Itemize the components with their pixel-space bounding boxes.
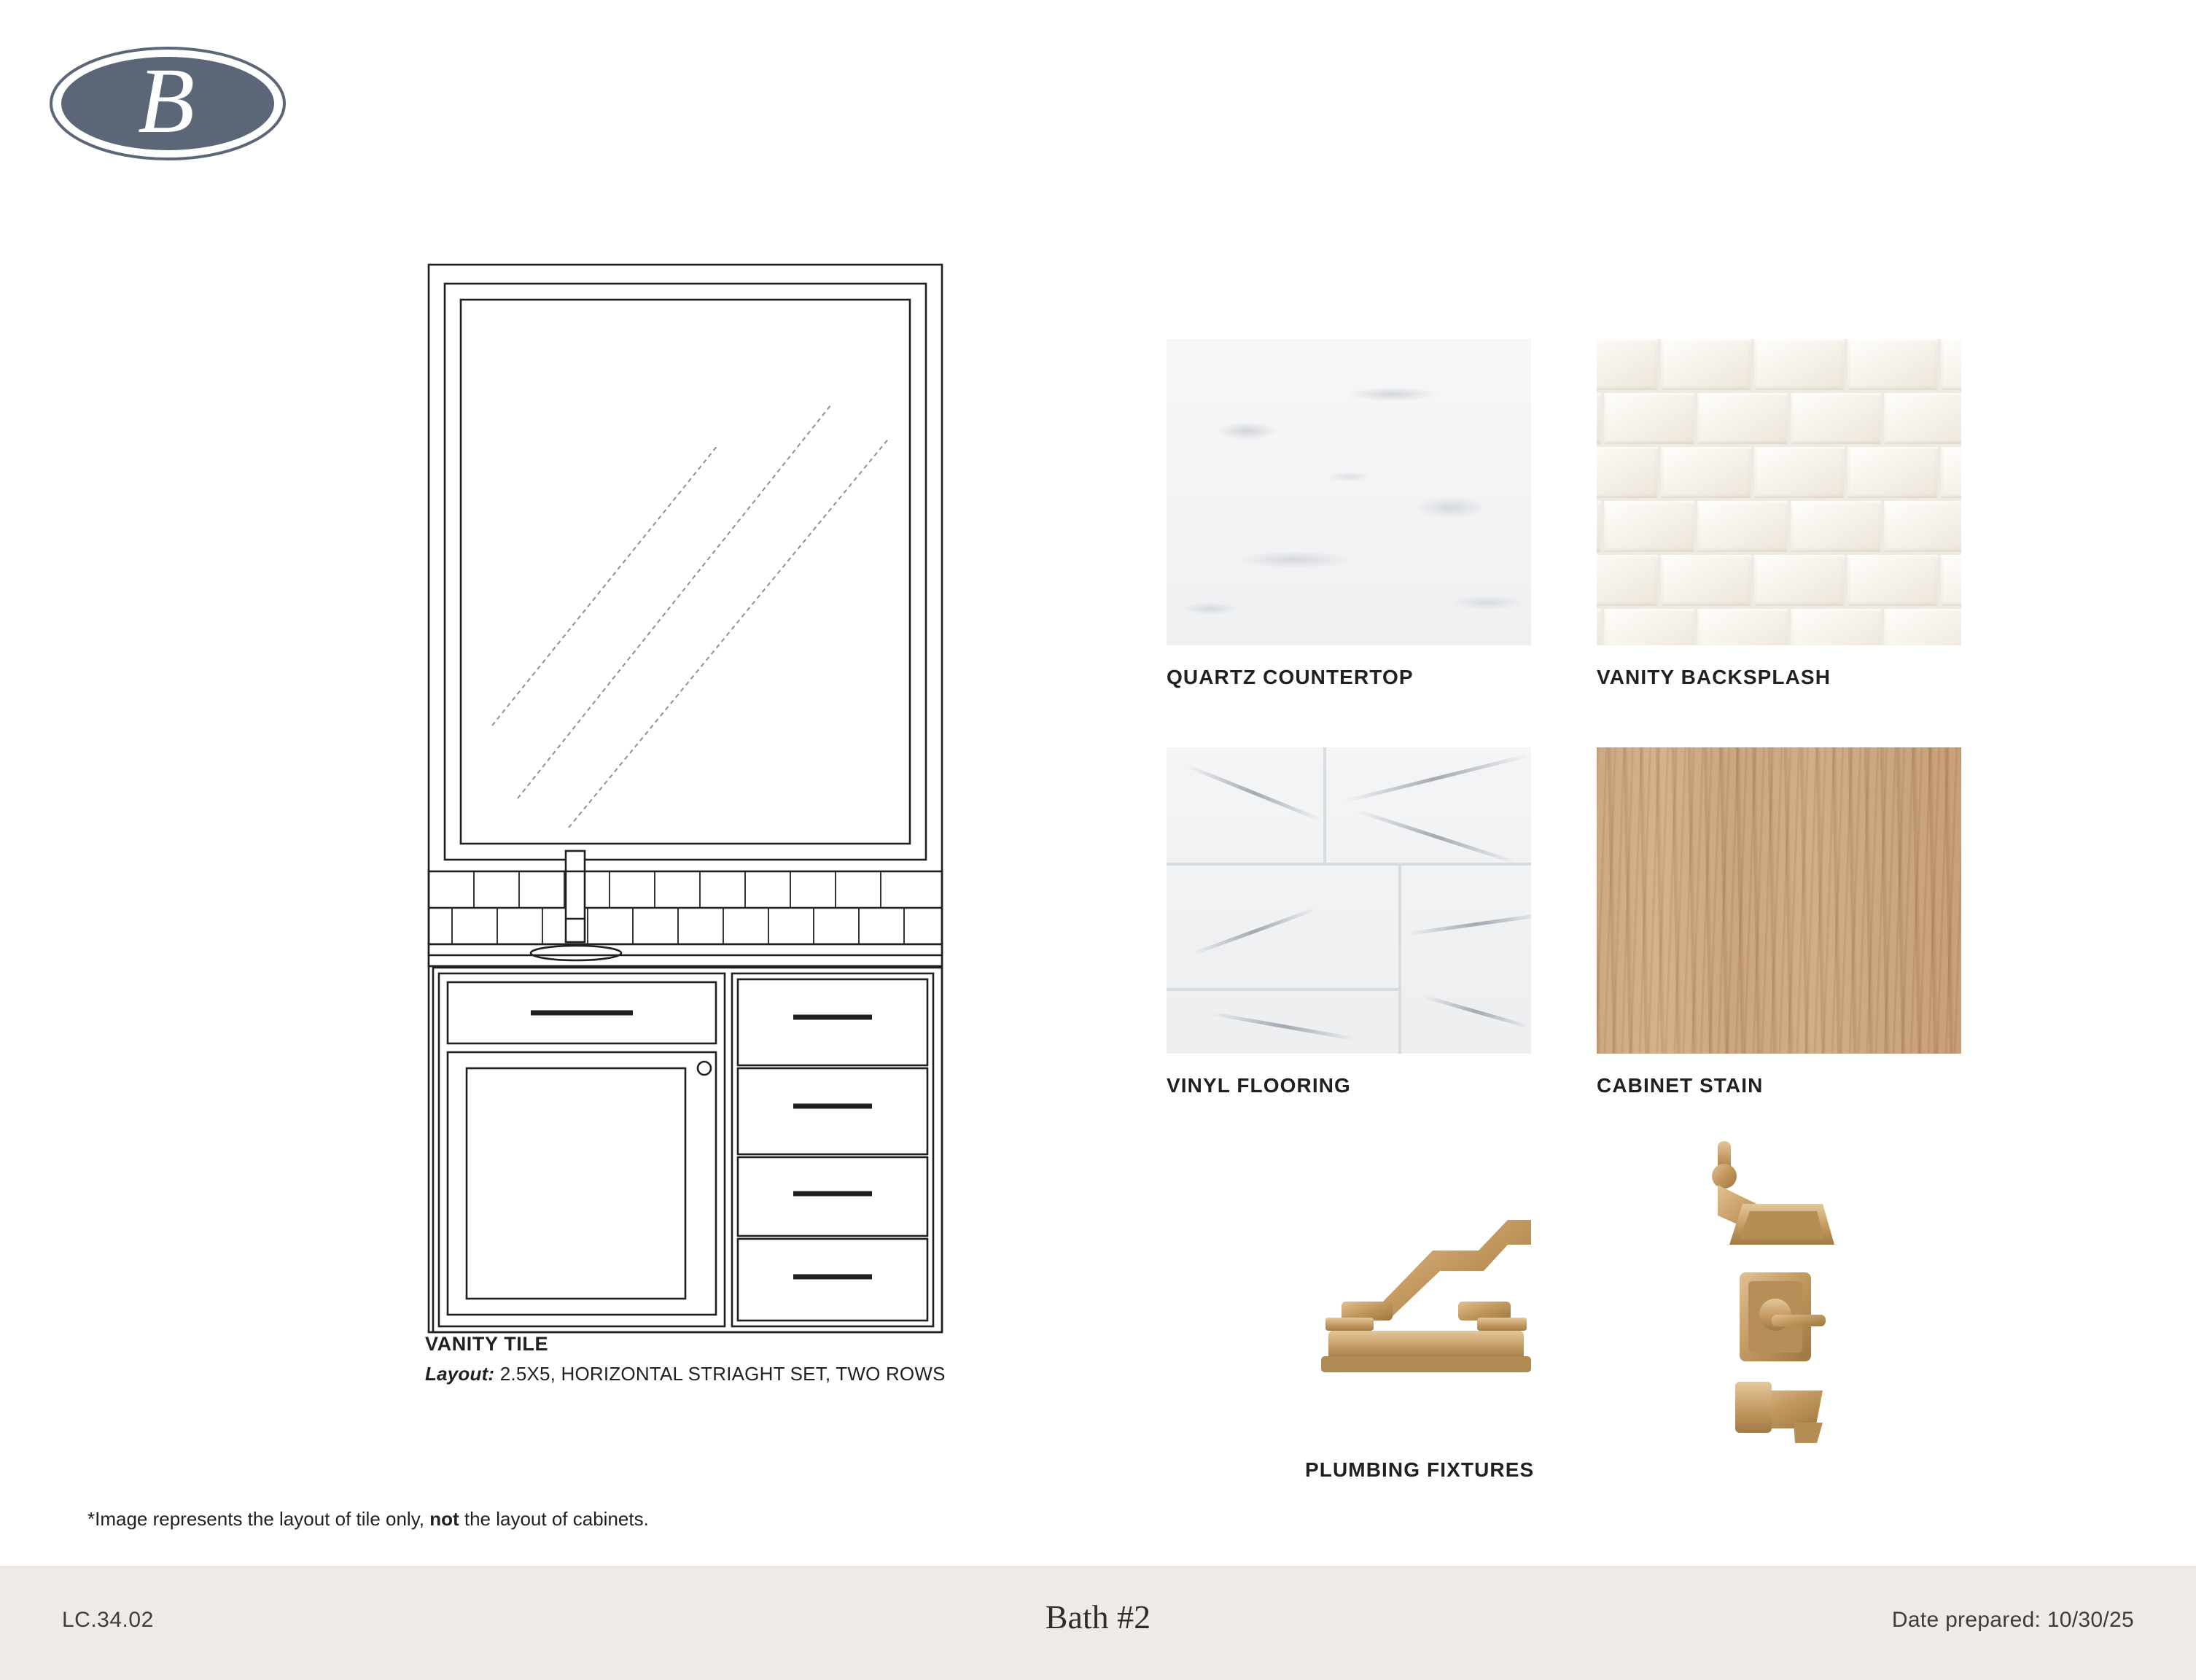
showerhead-icon — [1712, 1141, 1834, 1245]
quartz-countertop-label: QUARTZ COUNTERTOP — [1167, 666, 1414, 688]
vanity-elevation-drawing — [423, 259, 948, 1338]
shower-valve-trim-icon — [1740, 1272, 1826, 1361]
brand-logo — [44, 40, 292, 168]
vanity-tile-layout — [425, 1363, 1227, 1385]
vanity-tile-caption — [425, 1333, 1227, 1385]
vanity-backsplash-chip — [1597, 339, 1961, 645]
vinyl-flooring-label: VINYL FLOORING — [1167, 1074, 1351, 1097]
footer-title: Bath #2 — [1045, 1598, 1151, 1636]
vanity-backsplash-label: VANITY BACKSPLASH — [1597, 666, 1831, 688]
plumbing-fixtures-label: PLUMBING FIXTURES — [1305, 1458, 1535, 1481]
quartz-countertop-chip — [1167, 339, 1531, 645]
footer-date: Date prepared: 10/30/25 — [1891, 1608, 2134, 1632]
vanity-tile-title: VANITY TILE — [425, 1333, 549, 1355]
svg-text:B: B — [137, 49, 195, 152]
cabinet-stain-label: CABINET STAIN — [1597, 1074, 1764, 1097]
vanity-backsplash-swatch — [1597, 339, 1961, 689]
cabinet-stain-swatch — [1597, 747, 1961, 1097]
page-footer — [0, 1566, 2196, 1680]
layout-label: Layout: — [425, 1363, 495, 1385]
faucet-icon — [1321, 1220, 1531, 1372]
layout-value: 2.5X5, HORIZONTAL STRIAGHT SET, TWO ROWS — [499, 1363, 946, 1385]
cabinet-stain-chip — [1597, 747, 1961, 1054]
vinyl-flooring-chip — [1167, 747, 1531, 1054]
footer-code: LC.34.02 — [62, 1608, 154, 1632]
disclaimer-part2: the layout of cabinets. — [459, 1508, 649, 1530]
disclaimer-emphasis: not — [429, 1508, 459, 1530]
vinyl-flooring-swatch — [1167, 747, 1531, 1097]
plumbing-fixtures-image — [1312, 1134, 1969, 1477]
disclaimer-part1: *Image represents the layout of tile only, — [87, 1508, 430, 1530]
quartz-countertop-swatch — [1167, 339, 1531, 689]
disclaimer-text — [87, 1508, 649, 1531]
tub-spout-icon — [1735, 1382, 1823, 1443]
